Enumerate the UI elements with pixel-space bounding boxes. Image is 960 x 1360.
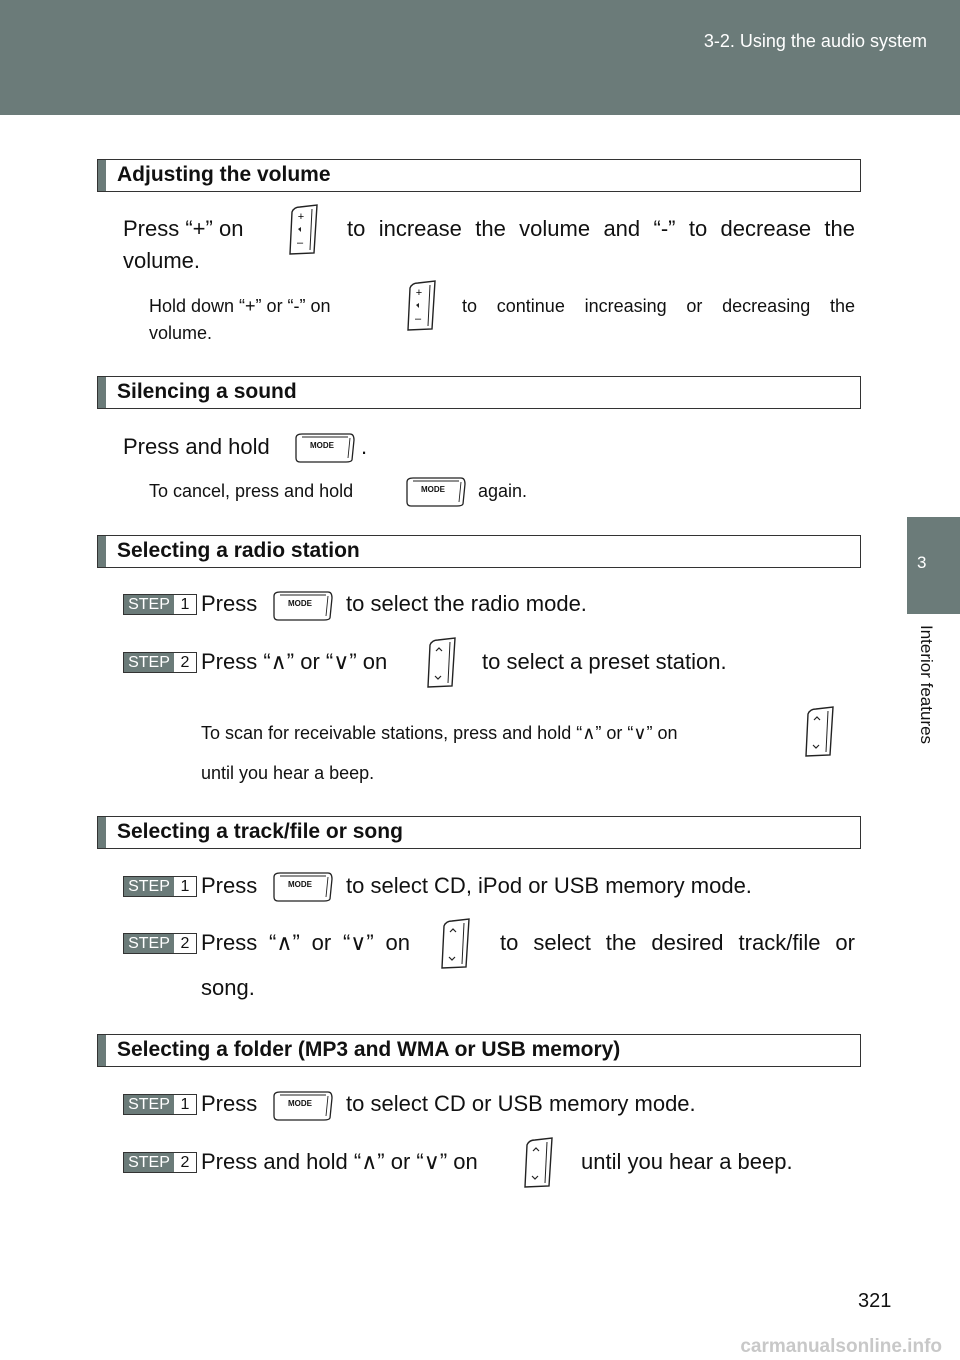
- text: .: [361, 434, 368, 459]
- volume-switch-icon: [286, 204, 320, 261]
- note: to continue increasing or decreasing the: [462, 296, 855, 316]
- text: to select the radio mode.: [346, 591, 587, 616]
- step-1-badge: STEP 1: [123, 594, 197, 615]
- mode-button-icon: MODE: [405, 476, 465, 506]
- heading-silencing-sound: [97, 376, 861, 409]
- text: to increase the volume and “-” to decrease the: [347, 216, 855, 241]
- text: to select CD, iPod or USB memory mode.: [346, 873, 752, 898]
- text: Press and hold “∧” or “∨” on: [201, 1149, 478, 1174]
- heading-text: Selecting a radio station: [117, 539, 360, 562]
- note: volume.: [149, 323, 213, 343]
- page-header: [0, 0, 960, 115]
- note: again.: [478, 481, 528, 501]
- text: song.: [201, 975, 255, 1000]
- step-1-badge: STEP 1: [123, 876, 197, 897]
- heading-radio-station: [97, 535, 861, 568]
- step-2-badge: STEP 2: [123, 933, 197, 954]
- text: to select a preset station.: [482, 649, 727, 674]
- step-1-badge: STEP 1: [123, 1094, 197, 1115]
- heading-text: Silencing a sound: [117, 380, 297, 403]
- text: until you hear a beep.: [581, 1149, 793, 1174]
- mode-button-icon: MODE: [272, 871, 332, 901]
- heading-adjusting-volume: [97, 159, 861, 192]
- mode-button-icon: MODE: [294, 432, 354, 462]
- chapter-tab: [907, 517, 960, 614]
- heading-text: Selecting a track/file or song: [117, 820, 403, 843]
- text: volume.: [123, 248, 201, 273]
- chapter-number: 3: [917, 553, 927, 572]
- mode-button-icon: MODE: [272, 590, 332, 620]
- chapter-label: Interior features: [917, 625, 936, 745]
- heading-select-folder: [97, 1034, 861, 1067]
- text: Press and hold: [123, 434, 270, 459]
- svg-text:–: –: [414, 313, 422, 325]
- watermark: carmanualsonline.info: [740, 1336, 942, 1357]
- text: Press “+” on: [123, 216, 244, 241]
- up-down-switch-icon: [424, 637, 458, 694]
- note: To scan for receivable stations, press and hold “∧” or “∨” on: [201, 723, 678, 743]
- page-number: 321: [858, 1290, 892, 1312]
- up-down-switch-icon: [521, 1137, 555, 1194]
- svg-text:+: +: [415, 287, 423, 299]
- step-2-badge: STEP 2: [123, 1152, 197, 1173]
- heading-text: Selecting a folder (MP3 and WMA or USB memory): [117, 1038, 621, 1061]
- text: to select the desired track/file or: [500, 930, 855, 955]
- heading-track-file-song: [97, 816, 861, 849]
- note: until you hear a beep.: [201, 763, 375, 783]
- text: Press: [201, 591, 258, 616]
- text: Press “∧” or “∨” on: [201, 649, 388, 674]
- up-down-switch-icon: [438, 918, 472, 975]
- heading-text: Adjusting the volume: [117, 163, 331, 186]
- note: To cancel, press and hold: [149, 481, 354, 501]
- text: to select CD or USB memory mode.: [346, 1091, 696, 1116]
- svg-text:–: –: [296, 237, 304, 249]
- volume-switch-icon: [404, 280, 438, 337]
- section-title: 3-2. Using the audio system: [703, 31, 927, 51]
- note: Hold down “+” or “-” on: [149, 296, 331, 316]
- mode-button-icon: MODE: [272, 1090, 332, 1120]
- text: Press: [201, 1091, 258, 1116]
- step-2-badge: STEP 2: [123, 652, 197, 673]
- text: Press “∧” or “∨” on: [201, 930, 410, 955]
- text: Press: [201, 873, 258, 898]
- svg-text:+: +: [297, 211, 305, 223]
- up-down-switch-icon: [802, 706, 836, 763]
